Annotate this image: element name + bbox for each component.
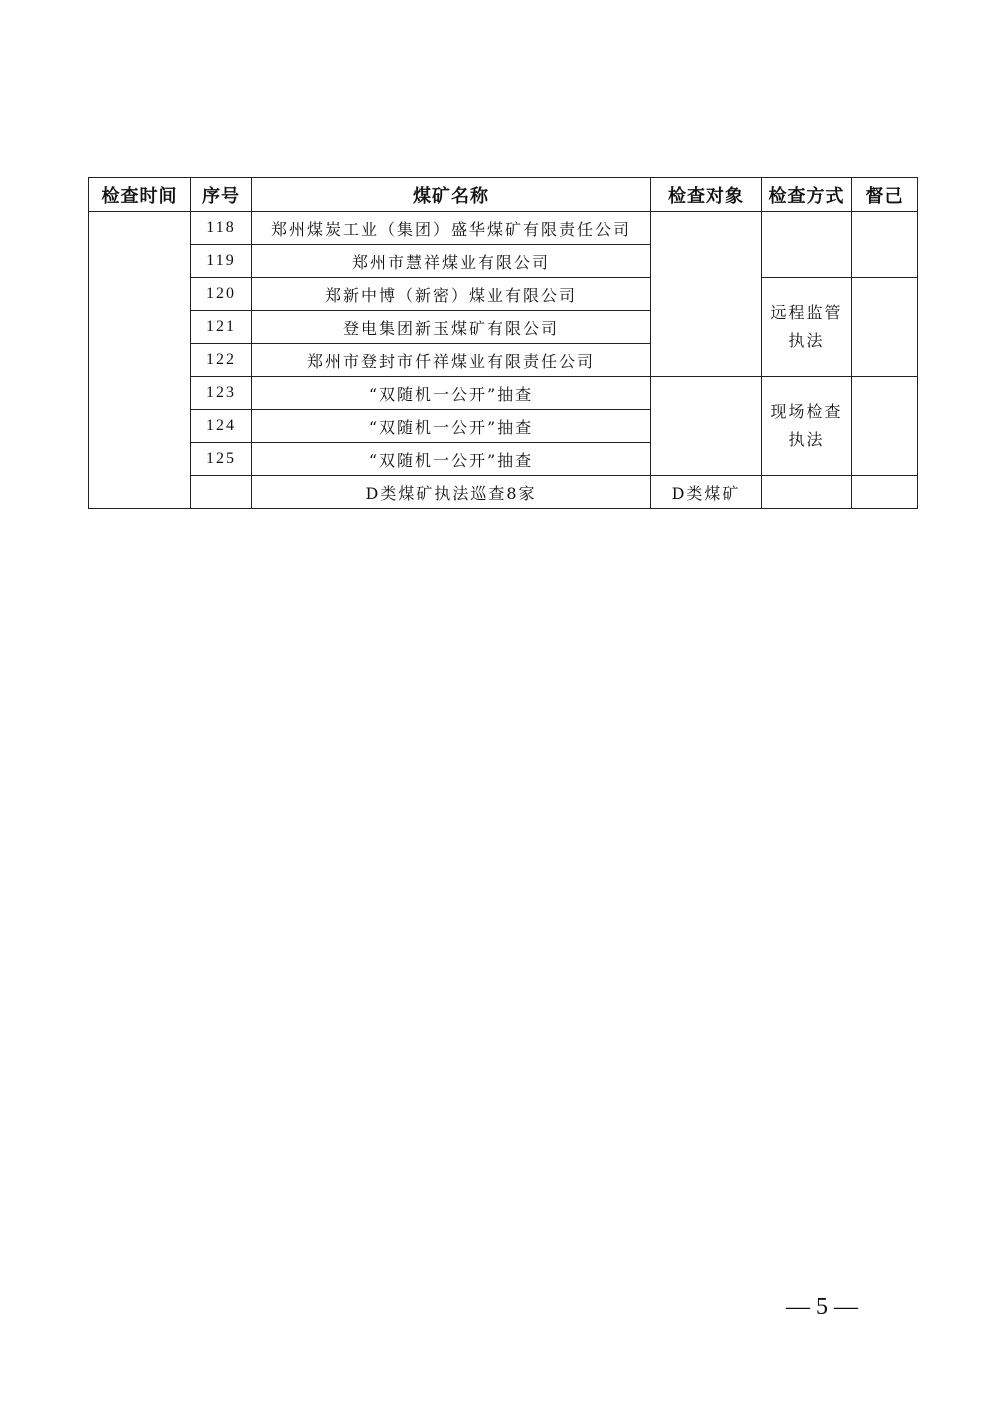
time-cell [89,212,191,509]
table-row [89,377,918,410]
method-cell [762,212,852,278]
header-target: 检查对象 [651,178,762,212]
target-cell [651,212,762,377]
method-onsite-line1: 现场检查 [770,402,843,421]
header-time: 检查时间 [89,178,191,212]
seq-cell: 120 [191,278,252,311]
supervisor-cell [852,212,918,278]
seq-cell: 122 [191,344,252,377]
method-onsite-line2: 执法 [788,430,825,449]
target-cell [651,377,762,476]
table-row [89,476,918,509]
mine-name-cell: 登电集团新玉煤矿有限公司 [252,311,651,344]
mine-name-cell: “双随机一公开”抽查 [252,410,651,443]
seq-cell: 124 [191,410,252,443]
seq-cell: 125 [191,443,252,476]
header-method: 检查方式 [762,178,852,212]
supervisor-cell [852,278,918,377]
supervisor-cell [852,377,918,476]
target-cell: D类煤矿 [651,476,762,509]
mine-name-cell: D类煤矿执法巡查8家 [252,476,651,509]
table-row [89,278,918,311]
method-remote-cell [762,278,852,377]
mine-name-cell: 郑州市登封市仟祥煤业有限责任公司 [252,344,651,377]
header-supervisor: 督己 [852,178,918,212]
header-name: 煤矿名称 [252,178,651,212]
method-cell [762,476,852,509]
page-number: — 5 — [786,1294,858,1320]
seq-cell: 123 [191,377,252,410]
mine-name-cell: “双随机一公开”抽查 [252,377,651,410]
method-remote-line2: 执法 [788,331,825,350]
table-row [89,212,918,245]
header-seq: 序号 [191,178,252,212]
mine-name-cell: 郑州煤炭工业（集团）盛华煤矿有限责任公司 [252,212,651,245]
mine-name-cell: 郑新中博（新密）煤业有限公司 [252,278,651,311]
supervisor-cell [852,476,918,509]
seq-cell: 118 [191,212,252,245]
mine-name-cell: 郑州市慧祥煤业有限公司 [252,245,651,278]
seq-cell: 119 [191,245,252,278]
seq-cell [191,476,252,509]
inspection-plan-table [88,177,918,509]
method-onsite-cell [762,377,852,476]
mine-name-cell: “双随机一公开”抽查 [252,443,651,476]
method-remote-line1: 远程监管 [770,303,843,322]
seq-cell: 121 [191,311,252,344]
table-header-row [89,178,918,212]
